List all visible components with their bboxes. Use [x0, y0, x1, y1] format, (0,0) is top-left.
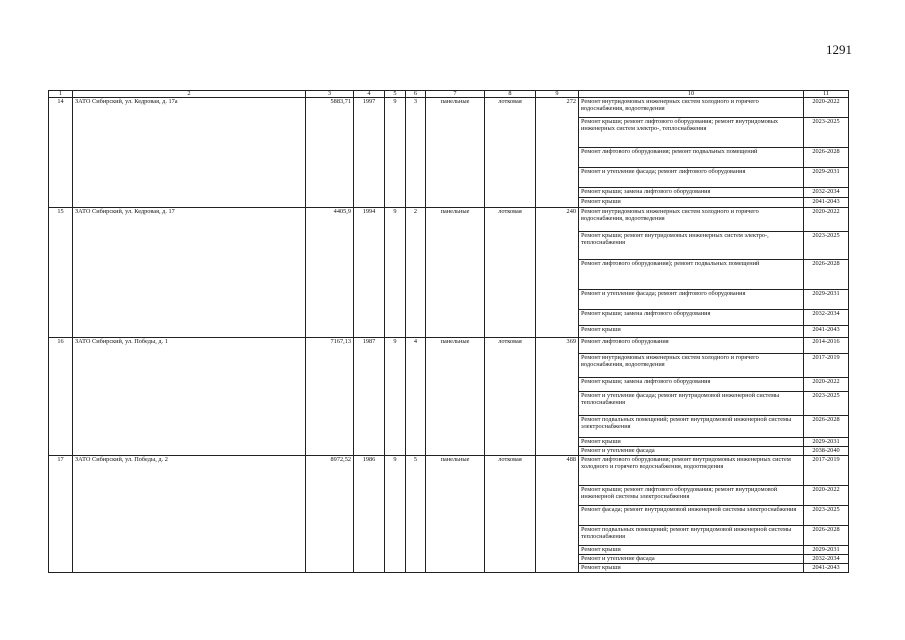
repair-program-table [48, 90, 849, 573]
wall-type-cell: панельные [426, 338, 485, 456]
entrances-cell: 4 [406, 338, 426, 456]
area-cell: 4405,9 [306, 208, 354, 338]
work-period: 2029-2031 [804, 546, 849, 555]
floors-cell: 9 [385, 338, 406, 456]
page-number: 1291 [826, 42, 852, 57]
entrances-cell: 5 [406, 456, 426, 573]
work-period: 2026-2028 [804, 526, 849, 546]
work-period: 2017-2019 [804, 354, 849, 378]
year-cell: 1997 [354, 98, 385, 208]
work-period: 2041-2043 [804, 198, 849, 208]
area-cell: 5883,71 [306, 98, 354, 208]
table-row [49, 98, 849, 118]
roof-type-cell: лотковая [485, 98, 536, 208]
work-description: Ремонт и утепление фасада [579, 447, 804, 456]
work-period: 2029-2031 [804, 438, 849, 447]
wall-type-cell: панельные [426, 456, 485, 573]
floors-cell: 9 [385, 456, 406, 573]
address-cell: ЗАТО Сибирский, ул. Победы, д. 1 [73, 338, 306, 456]
work-period: 2020-2022 [804, 98, 849, 118]
work-description: Ремонт внутридомовых инженерных систем холодного и горячего водоснабжения, водоотведения [579, 208, 804, 232]
floors-cell: 9 [385, 208, 406, 338]
work-description: Ремонт фасада; ремонт внутридомовой инженерной системы электроснабжения [579, 506, 804, 526]
row-number: 15 [49, 208, 73, 338]
work-description: Ремонт лифтового оборудования); ремонт подвальных помещений [579, 260, 804, 290]
work-description: Ремонт внутридомовых инженерных систем холодного и горячего водоснабжения, водоотведения [579, 354, 804, 378]
work-period: 2017-2019 [804, 456, 849, 486]
work-description: Ремонт и утепление фасада [579, 555, 804, 564]
work-period: 2032-2034 [804, 555, 849, 564]
roof-type-cell: лотковая [485, 338, 536, 456]
work-description: Ремонт и утепление фасада; ремонт лифтового оборудования [579, 290, 804, 310]
residents-cell: 369 [536, 338, 579, 456]
entrances-cell: 3 [406, 98, 426, 208]
work-period: 2020-2022 [804, 486, 849, 506]
work-period: 2032-2034 [804, 310, 849, 326]
floors-cell: 9 [385, 98, 406, 208]
row-number: 14 [49, 98, 73, 208]
work-description: Ремонт и утепление фасада; ремонт лифтового оборудования [579, 168, 804, 188]
column-number: 5 [385, 91, 406, 98]
work-period: 2020-2022 [804, 378, 849, 392]
work-description: Ремонт подвальных помещений; ремонт внутридомовой инженерной системы электроснабжения [579, 416, 804, 438]
column-number: 6 [406, 91, 426, 98]
work-period: 2014-2016 [804, 338, 849, 354]
work-period: 2038-2040 [804, 447, 849, 456]
work-period: 2023-2025 [804, 232, 849, 260]
column-number: 4 [354, 91, 385, 98]
work-description: Ремонт лифтового оборудования; ремонт подвальных помещений [579, 148, 804, 168]
address-cell: ЗАТО Сибирский, ул. Кедровая, д. 17а [73, 98, 306, 208]
work-description: Ремонт крыши; ремонт внутридомовых инженерных систем электро-, теплоснабжения [579, 232, 804, 260]
work-period: 2041-2043 [804, 326, 849, 338]
work-period: 2032-2034 [804, 188, 849, 198]
table-row [49, 338, 849, 354]
work-description: Ремонт лифтового оборудования; ремонт внутридомовых инженерных систем холодного и горячего водоснабжения, водоотведения [579, 456, 804, 486]
work-description: Ремонт крыши [579, 326, 804, 338]
column-number: 1 [49, 91, 73, 98]
roof-type-cell: лотковая [485, 456, 536, 573]
work-period: 2020-2022 [804, 208, 849, 232]
work-description: Ремонт крыши [579, 438, 804, 447]
address-cell: ЗАТО Сибирский, ул. Победы, д. 2 [73, 456, 306, 573]
residents-cell: 240 [536, 208, 579, 338]
work-period: 2026-2028 [804, 260, 849, 290]
work-description: Ремонт крыши; замена лифтового оборудования [579, 188, 804, 198]
work-description: Ремонт крыши; ремонт лифтового оборудования; ремонт внутридомовых инженерных систем электро-, теплоснабжения [579, 118, 804, 148]
row-number: 17 [49, 456, 73, 573]
residents-cell: 272 [536, 98, 579, 208]
roof-type-cell: лотковая [485, 208, 536, 338]
column-number: 9 [536, 91, 579, 98]
year-cell: 1994 [354, 208, 385, 338]
work-description: Ремонт крыши [579, 198, 804, 208]
work-period: 2023-2025 [804, 392, 849, 416]
work-period: 2026-2028 [804, 148, 849, 168]
table-row [49, 456, 849, 486]
entrances-cell: 2 [406, 208, 426, 338]
work-description: Ремонт крыши [579, 546, 804, 555]
column-number: 3 [306, 91, 354, 98]
work-period: 2026-2028 [804, 416, 849, 438]
work-description: Ремонт крыши; замена лифтового оборудования [579, 378, 804, 392]
residents-cell: 488 [536, 456, 579, 573]
work-period: 2029-2031 [804, 168, 849, 188]
wall-type-cell: панельные [426, 208, 485, 338]
row-number: 16 [49, 338, 73, 456]
work-period: 2023-2025 [804, 506, 849, 526]
column-number: 11 [804, 91, 849, 98]
work-description: Ремонт подвальных помещений; ремонт внутридомовой инженерной системы теплоснабжения [579, 526, 804, 546]
column-number: 2 [73, 91, 306, 98]
work-description: Ремонт крыши [579, 564, 804, 573]
work-description: Ремонт внутридомовых инженерных систем холодного и горячего водоснабжения, водоотведения [579, 98, 804, 118]
year-cell: 1986 [354, 456, 385, 573]
wall-type-cell: панельные [426, 98, 485, 208]
area-cell: 7167,13 [306, 338, 354, 456]
column-number: 10 [579, 91, 804, 98]
table-row [49, 208, 849, 232]
work-description: Ремонт крыши; ремонт лифтового оборудования; ремонт внутридомовой инженерной системы электроснабжения [579, 486, 804, 506]
work-period: 2041-2043 [804, 564, 849, 573]
column-number-row [49, 91, 849, 98]
work-period: 2029-2031 [804, 290, 849, 310]
work-description: Ремонт лифтового оборудования [579, 338, 804, 354]
work-period: 2023-2025 [804, 118, 849, 148]
year-cell: 1987 [354, 338, 385, 456]
work-description: Ремонт крыши; замена лифтового оборудования [579, 310, 804, 326]
column-number: 7 [426, 91, 485, 98]
address-cell: ЗАТО Сибирский, ул. Кедровая, д. 17 [73, 208, 306, 338]
work-description: Ремонт и утепление фасада; ремонт внутридомовой инженерной системы теплоснабжения [579, 392, 804, 416]
area-cell: 8972,52 [306, 456, 354, 573]
column-number: 8 [485, 91, 536, 98]
